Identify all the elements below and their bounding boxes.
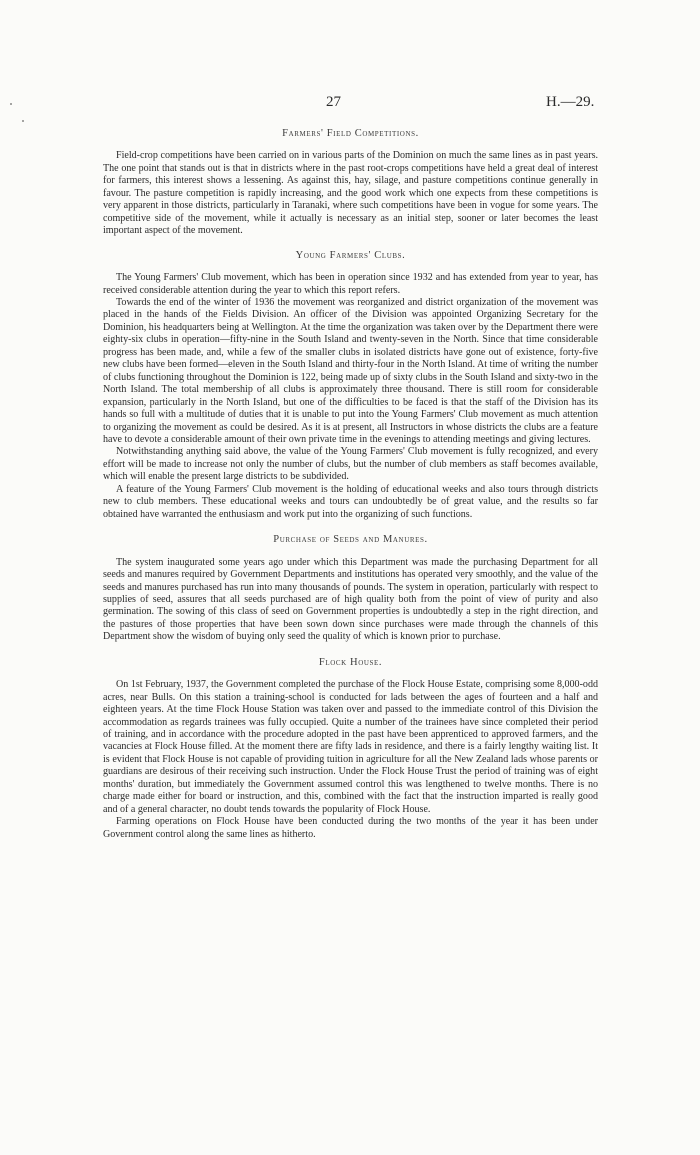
section-flock-house (103, 657, 598, 841)
paragraph: Farming operations on Flock House have been conducted during the two months of the year it has been under Government control along the same lines as hitherto. (103, 816, 598, 840)
paragraph: Towards the end of the winter of 1936 the movement was reorganized and district organization of the movement was placed in the hands of the Fields Division. An officer of the Division was appointed Organizing Secretary for the Dominion, his headquarters being at Wellington. At the time the organization was taken over by the Department there were eighty-six clubs in operation—fifty-nine in the South Island and twenty-seven in the North. Since that time considerable progress has been made, and, while a few of the smaller clubs in isolated districts have gone out of existence, forty-five new clubs have been formed—eleven in the South Island and thirty-four in the North Island. At time of writing the number of clubs functioning throughout the Dominion is 122, being made up of sixty clubs in the South Island and sixty-two in the North Island. The total membership of all clubs is approximately three thousand. There is still room for considerable expansion, particularly in the North Island, but one of the difficulties to be faced is that the staff of the Division has its hands so full with a multitude of duties that it is unable to put into the Young Farmers' Club movement as much attention to organizing the movement as could be desired. As it is at present, all Instructors in whose districts the clubs are a feature have to devote a considerable amount of their own private time in the evenings to attending meetings and giving lectures. (103, 296, 598, 445)
section-young-farmers-clubs (103, 250, 598, 522)
report-reference: H.—29. (546, 94, 595, 110)
paragraph: The system inaugurated some years ago under which this Department was made the purchasing Department for all seeds and manures required by Government Departments and institutions has operated very smoothly, and the value of the seeds and manures purchased has run into many thousands of pounds. The system in operation, particularly with respect to supplies of seed, assures that all seeds purchased are of high quality both from the point of view of purity and also germination. The sowing of this class of seed on Government properties is undoubtedly a step in the right direction, and the pastures of those properties that have been sown down since purchases were made through the channels of this Department show the wisdom of buying only seed the quality of which is known prior to purchase. (103, 556, 598, 643)
scan-speck (22, 120, 24, 122)
section-title: Farmers' Field Competitions. (282, 128, 419, 139)
paragraph: Field-crop competitions have been carried on in various parts of the Dominion on much the same lines as in past years. The one point that stands out is that in districts where in the past root-crops competitions have held a great deal of interest for farmers, this interest shows a lessening. As against this, hay, silage, and pasture competitions continue generally in favour. The pasture competition is rapidly increasing, and the good work which one expects from these competitions is very apparent in those districts, particularly in Taranaki, where such competitions have been in vogue for some years. The competitive side of the movement, while it actually is necessary as an initial step, sooner or later becomes the least important aspect of the movement. (103, 150, 598, 237)
paragraph: Notwithstanding anything said above, the value of the Young Farmers' Club movement is fully recognized, and every effort will be made to increase not only the number of clubs, but the number of club members as staff becomes available, which will enable the present large districts to be subdivided. (103, 446, 598, 483)
section-title: Purchase of Seeds and Manures. (273, 534, 428, 546)
document-body (103, 128, 598, 841)
section-title: Young Farmers' Clubs. (295, 249, 406, 261)
paragraph: On 1st February, 1937, the Government completed the purchase of the Flock House Estate, comprising some 8,000-odd acres, near Bulls. On this station a training-school is conducted for lads between the ages of fourteen and a half and eighteen years. At the time Flock House Station was taken over and passed to the immediate control of this Division the accommodation as regards trainees was fully occupied. Quite a number of the trainees have since completed their period of training, and in accordance with the procedure adopted in the past have been apprenticed to approved farmers, and the vacancies at Flock House filled. At the moment there are fifty lads in residence, and there is a fairly lengthy waiting list. It is evident that Flock House is not capable of providing tuition in agriculture for all the New Zealand lads whose parents or guardians are desirous of their receiving such instruction. Under the Flock House Trust the period of training was of eight months' duration, but immediately the Government assumed control this was lengthened to twelve months. There is no charge made either for board or instruction, and this, combined with the fact that the instruction imparted is really good and of a general character, no doubt tends towards the popularity of Flock House. (103, 679, 598, 815)
section-purchase-of-seeds-and-manures (103, 534, 598, 644)
section-farmers-field-competitions (103, 128, 598, 238)
page-number: 27 (326, 94, 341, 110)
paragraph: The Young Farmers' Club movement, which has been in operation since 1932 and has extended from year to year, has received considerable attention during the year to which this report refers. (103, 272, 598, 296)
page-header (0, 94, 700, 114)
section-title: Flock House. (318, 656, 383, 668)
paragraph: A feature of the Young Farmers' Club movement is the holding of educational weeks and also tours through districts new to club members. These educational weeks and tours can undoubtedly be of great value, and the results so far obtained have warranted the enthusiasm and work put into the organizing of such functions. (103, 483, 598, 520)
